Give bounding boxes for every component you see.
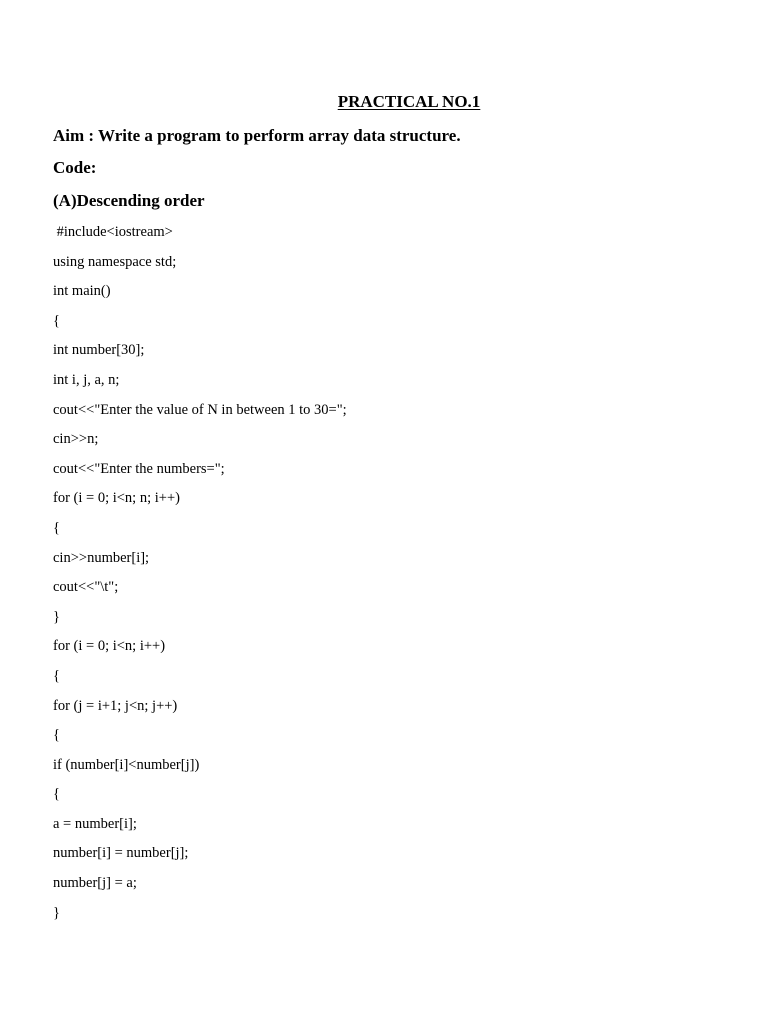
- code-line: int i, j, a, n;: [53, 371, 120, 388]
- code-line: for (i = 0; i<n; i++): [53, 638, 166, 655]
- code-line: if (number[i]<number[j]): [53, 756, 200, 773]
- code-line: cout<<"\t";: [53, 579, 119, 596]
- code-line: }: [53, 904, 60, 921]
- practical-title: PRACTICAL NO.1: [337, 92, 481, 111]
- code-line: a = number[i];: [53, 815, 137, 832]
- code-line: {: [53, 727, 60, 744]
- code-line: cout<<"Enter the numbers=";: [53, 460, 225, 477]
- section-heading: (A)Descending order: [53, 191, 205, 210]
- code-line: int number[30];: [53, 342, 145, 359]
- code-line: cin>>n;: [53, 431, 99, 448]
- code-line: }: [53, 608, 60, 625]
- code-line: int main(): [53, 283, 111, 300]
- code-line: {: [53, 312, 60, 329]
- code-listing: [53, 221, 347, 931]
- code-line: {: [53, 667, 60, 684]
- code-line: {: [53, 519, 60, 536]
- code-line: #include<iostream>: [53, 224, 173, 240]
- code-heading: Code:: [53, 158, 97, 177]
- code-line: number[j] = a;: [53, 875, 137, 892]
- code-line: cin>>number[i];: [53, 549, 150, 566]
- aim-heading: Aim : Write a program to perform array data structure.: [53, 126, 461, 145]
- code-line: for (j = i+1; j<n; j++): [53, 697, 178, 714]
- code-line: using namespace std;: [53, 253, 177, 270]
- code-line: number[i] = number[j];: [53, 845, 189, 862]
- code-line: for (i = 0; i<n; n; i++): [53, 490, 180, 507]
- code-line: {: [53, 786, 60, 803]
- code-line: cout<<"Enter the value of N in between 1 to 30=";: [53, 401, 347, 418]
